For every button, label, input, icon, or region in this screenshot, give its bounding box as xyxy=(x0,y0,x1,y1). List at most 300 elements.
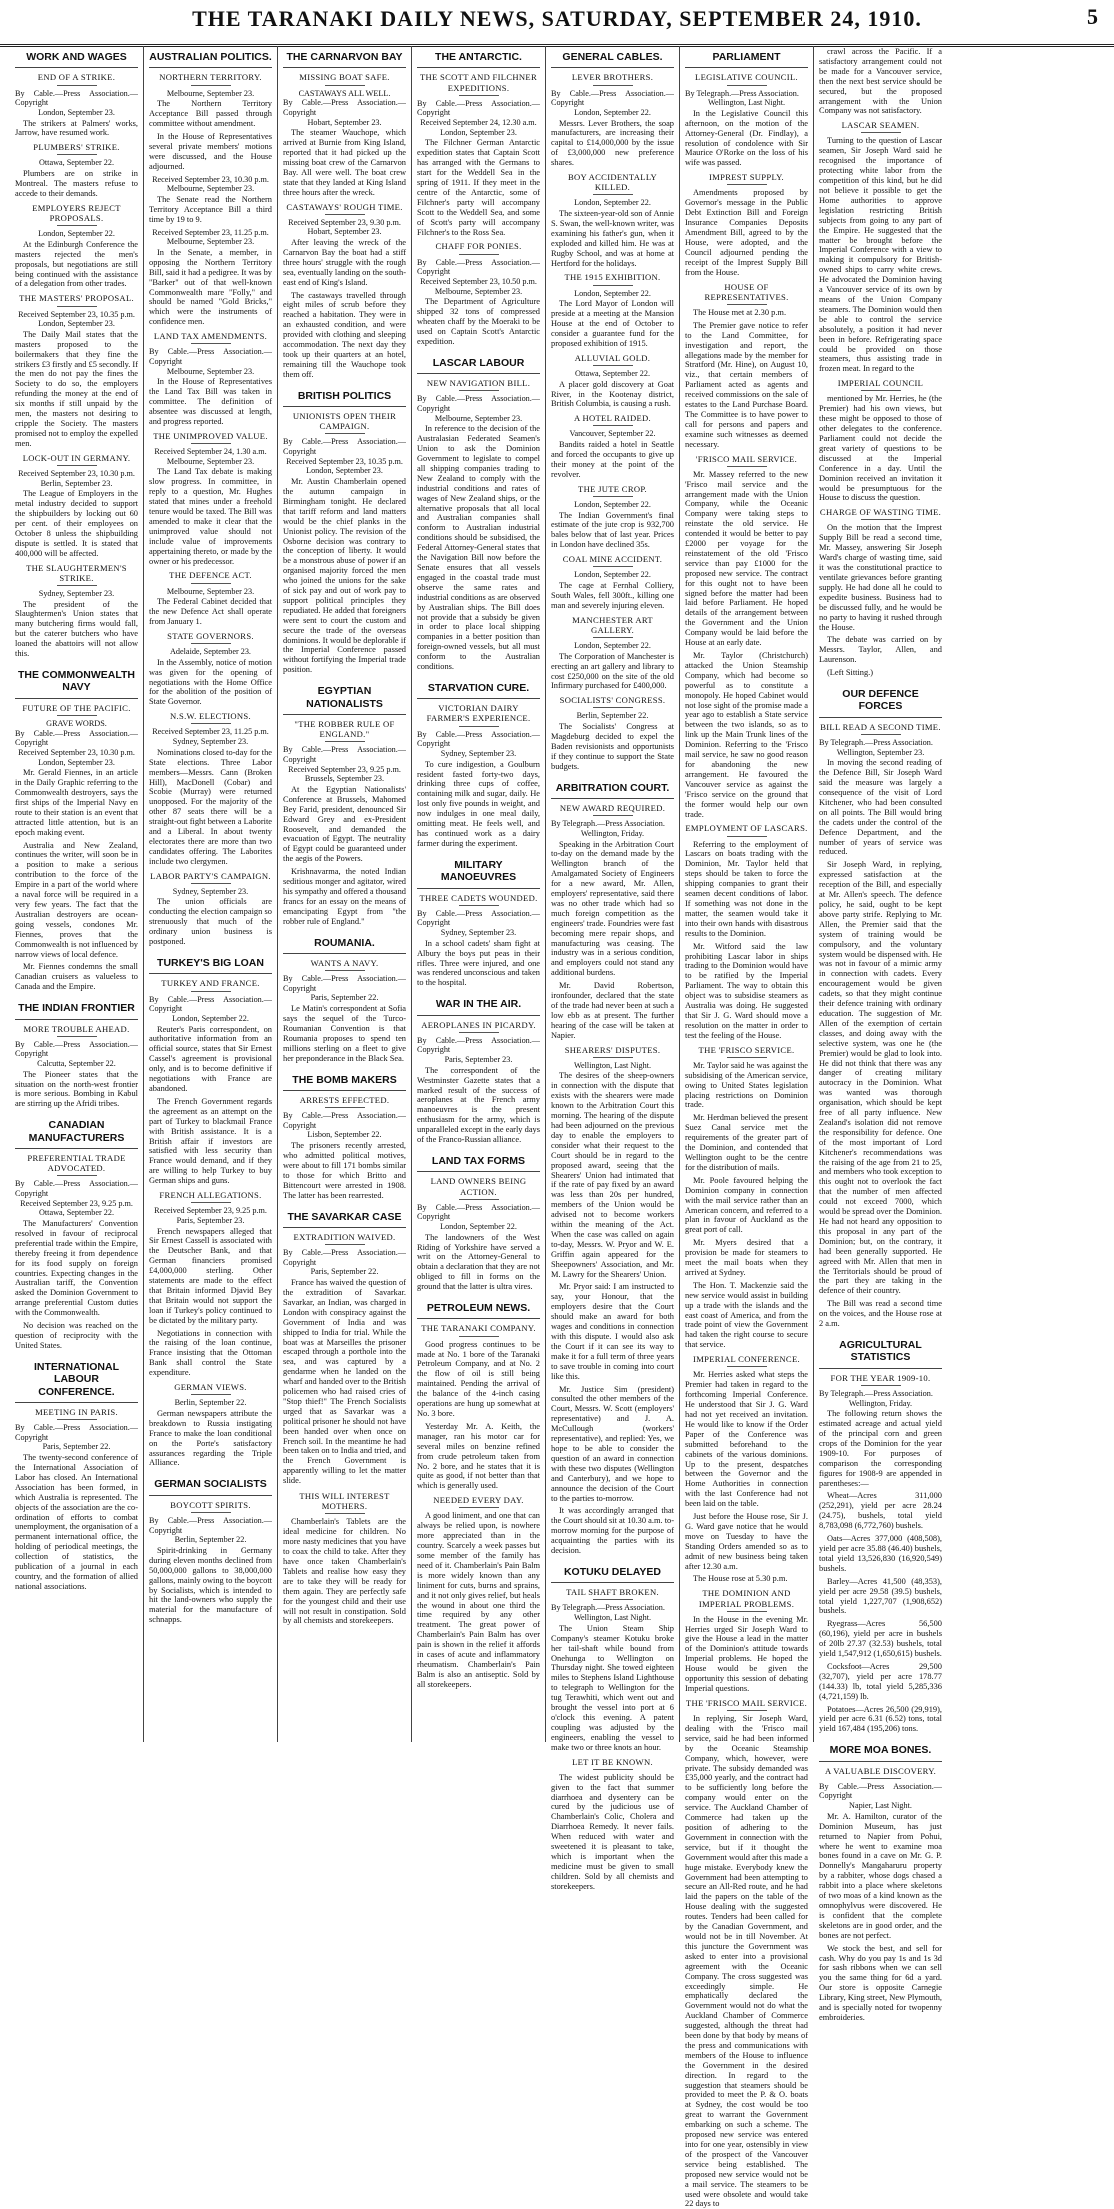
paragraph: Mr. Witford said the law prohibiting Lascar labor in ships trading to the Dominion would have to be ratified by the Imperial Parliament. The way to obtain this object was to subsidise steamers as Australia was doing. He suggested that Sir J. G. Ward should move a resolution on the matter in order to test the feeling of the House. xyxy=(685,941,808,1040)
paragraph: The Bill was read a second time on the voices, and the House rose at 2 a.m. xyxy=(819,1299,942,1329)
dateline: Paris, September 22. xyxy=(310,993,379,1003)
column xyxy=(278,46,412,1742)
dateline: Vancouver, September 22. xyxy=(569,429,656,439)
paragraph: Mr. Massey referred to the new 'Frisco mail service and the arrangement made with the Union Company, while the Oceanic Company were taking steps to reinstate the old service. He contended it would be better to pay £2000 per voyage for the reinstatement of the old 'Frisco service than pay £1000 for the proposed new service. The contract for this ought not to have been signed before the matter had been laid before Parliament. He hoped details of the arrangement between the Government and the Union Company would be laid before the House at an early date. xyxy=(685,469,808,648)
paragraph: Ryegrass—Acres 56,500 (60,196), yield per acre in bushels of 20lb 27.37 (32.53) bushels, total yield 1,547,912 (1,650,615) bushels. xyxy=(819,1619,942,1659)
dateline: Paris, September 22. xyxy=(310,1267,379,1277)
paragraph: Plumbers are on strike in Montreal. The masters refuse to accede to their demands. xyxy=(15,169,138,198)
paragraph: Mr. Herries asked what steps the Premier had taken in regard to the forthcoming Imperial Conference. He understood that Sir J. G. Ward had not yet received an invitation. He would like to know if the Order Paper of the Conference was submitted beforehand to the cabinets of the various dominions. Up to the present, despatches between the Governor and the Home Authorities in connection with the last Conference had not been laid on the table. xyxy=(685,1370,808,1509)
article xyxy=(819,683,942,1329)
paragraph: The French Government regards the agreement as an attempt on the part of Turkey to blackmail France with British assistance. It is a British affair if investors are satisfied with less security than France would demand, and if they are willing to help Turkey to buy German ships and guns. xyxy=(149,1096,272,1186)
subheading: NEW AWARD REQUIRED. xyxy=(551,803,674,816)
paragraph: The debate was carried on by Messrs. Taylor, Allen, and Laurenson. xyxy=(819,635,942,665)
byline: By Telegraph.—Press Association. xyxy=(819,737,933,747)
article-heading: WAR IN THE AIR. xyxy=(417,993,540,1015)
dateline: Ottawa, September 22. xyxy=(574,368,651,378)
subheading: 'FRISCO MAIL SERVICE. xyxy=(685,454,808,467)
paragraph: In the House of Representatives several private members' motions were discussed, and the House adjourned. xyxy=(149,131,272,171)
dateline: Berlin, September 22. xyxy=(174,1535,247,1545)
paragraph: The Pioneer states that the situation on the north-west frontier is more serious. Bombing in Kabul are stirring up the Afridi tribes. xyxy=(15,1069,138,1109)
byline: By Cable.—Press Association.—Copyright xyxy=(283,1111,406,1130)
subheading: ALLUVIAL GOLD. xyxy=(551,353,674,366)
paragraph: Messrs. Lever Brothers, the soap manufacturers, are increasing their capital to £14,000,000 by the issue of £3,000,000 new preference shares. xyxy=(551,118,674,168)
article-heading: OUR DEFENCE FORCES xyxy=(819,683,942,718)
paragraph: Mr. Herdman believed the present Suez Canal service met the requirements of the greater part of the Dominion, and contended that Wellington ought to be the centre for the distribution of mails. xyxy=(685,1113,808,1172)
article-heading: PARLIAMENT xyxy=(685,46,808,68)
dateline: Berlin, September 22. xyxy=(174,1398,247,1408)
article xyxy=(283,1069,406,1201)
paragraph: Mr. Austin Chamberlain opened the autumn campaign in Birmingham tonight. He declared that tariff reform and land matters would be the chief planks in the Unionist policy. The revision of the Osborne decision was contrary to the conception of liberty. It would be a monstrous abuse of power if an organised majority forced the men who joined the unions for the sake of sick pay and out of work pay to support political principles they repudiated. He added that foreigners were sent to court the custom and secure the trade of the overseas dominions. It would be deplorable if the Imperial Conference passed without fortifying the Imperial trade position. xyxy=(283,477,406,675)
paragraph: The twenty-second conference of the International Association of Labor has closed. An International Association has been formed, in which Australia is represented. The objects of the association are the co-ordination of efforts to combat unemployment, the organisation of a permanent international office, the holding of periodical meetings, the collection of statistics, the publication of a journal in each country, and the formation of allied national associations. xyxy=(15,1453,138,1591)
article-heading: WORK AND WAGES xyxy=(15,46,138,68)
subheading: LAND OWNERS BEING ACTION. xyxy=(417,1176,540,1199)
article-heading: STARVATION CURE. xyxy=(417,677,540,699)
dateline: Wellington, Last Night. xyxy=(573,1060,652,1070)
dateline: Received September 23, 10.35 p.m. London, September 23. xyxy=(18,309,135,329)
paragraph: Mr. Myers desired that a provision be made for steamers to meet the mail boats when they arrived at Sydney. xyxy=(685,1238,808,1277)
byline: By Cable.—Press Association.—Copyright xyxy=(15,1423,138,1442)
subheading: MISSING BOAT SAFE. xyxy=(283,72,406,85)
byline: By Cable.—Press Association.—Copyright xyxy=(417,908,540,928)
article xyxy=(283,932,406,1064)
subheading: VICTORIAN DAIRY FARMER'S EXPERIENCE. xyxy=(417,703,540,726)
dateline: Adelaide, September 23. xyxy=(170,647,251,657)
dateline: GRAVE WORDS. xyxy=(46,718,107,728)
paragraph: The Premier gave notice to refer to the Land Committee, for investigation and report, the allegations made by the member for Stratford (Mr. Hine), on August 10, viz., that certain members of Parliament acted as agents and received commissions on the sale of estates to the Land Purchase Board. The Committee is to have power to call for persons and papers and examine such witnesses as deemed necessary. xyxy=(685,320,808,449)
dateline: Melbourne, September 23. xyxy=(166,88,255,98)
dateline: London, September 22. xyxy=(574,499,651,509)
byline: By Cable.—Press Association.—Copyright xyxy=(283,437,406,457)
byline: By Telegraph.—Press Association. xyxy=(685,88,799,98)
subheading: A HOTEL RAIDED. xyxy=(551,413,674,426)
article-heading: GENERAL CABLES. xyxy=(551,46,674,68)
article xyxy=(15,1356,138,1592)
paragraph: The Socialists' Congress at Magdeburg decided to expel the Baden revisionists and opportunists if they continue to support the State budgets. xyxy=(551,722,674,771)
byline: By Cable.—Press Association.—Copyright xyxy=(417,1035,540,1055)
paragraph: The steamer Wauchope, which arrived at Burnie from King Island, reported that it had picked up the missing boat crew of the Carnarvon Bay. All were well. The boat crew state that they landed at King Island three hours after the wreck. xyxy=(283,128,406,197)
dateline: Napier, Last Night. xyxy=(849,1801,912,1811)
paragraph: Barley—Acres 41,500 (48,353), yield per acre 29.58 (39.5) bushels, total yield 1,227,707 (1,908,652) bushels. xyxy=(819,1576,942,1616)
paragraph: The castaways travelled through eight miles of scrub before they reached a habitation. They were in an exhausted condition, and were provided with clothing and sleeping accommodation. The next day they took up their quarters at an hotel, remaining till the Wauchope took them off. xyxy=(283,290,406,379)
paragraph: Le Matin's correspondent at Sofia says the sequel of the Turco-Roumanian Convention is that Roumania proposes to spend ten millions sterling on a fleet to give her preponderance in the Black Sea. xyxy=(283,1004,406,1063)
paragraph: The prisoners recently arrested, who admitted political motives, were about to fill 171 bombs similar to those for which Britto and Bittencourt were arrested in 1908. The latter has been rearrested. xyxy=(283,1141,406,1200)
subheading: PREFERENTIAL TRADE ADVOCATED. xyxy=(15,1153,138,1176)
paragraph: Mr. Taylor said he was against the subsidising of the American service, owing to United States legislation placing restrictions on Dominion trade. xyxy=(685,1060,808,1110)
paragraph: Sir Joseph Ward, in replying, expressed satisfaction at the reception of the Bill, and especially at Mr. Allen's speech. The defence policy, he said, ought to be kept above party strife. Replying to Mr. Allen, the Premier said that the system of training would be compulsory, and the voluntary system would be dispensed with. He was not in favour of a mimic army in connection with cadets. Every encouragement would be given cadets, so that they might continue their defence training with ordinary education. The suggestion of Mr. Allen of the exemption of certain classes, and doing away with the selective system, was one he (the Premier) would be glad to look into. He did not think that there was any danger of creating military autocracy in the Dominion. What was wanted was thorough organisation, which should be kept free of all party influence. New Zealand's isolation did not remove the responsibility for defence. One of the most important of Lord Kitchener's recommendations was the raising of the age from 21 to 25, and members who took exception to this ought not to overlook the fact that the number of men affected could not exceed 7000, which would be spread over the Dominion. He had not heard any opposition to this proposal in any part of the Dominion; but, on the contrary, it had been generally supported. He agreed with Mr. Allen that men in the Territorials should be proud of the part they are taking in the defence of their country. xyxy=(819,860,942,1296)
dateline: Received September 23, 10.30 p.m. London, September 23. xyxy=(18,747,135,767)
subheading: UNIONISTS OPEN THEIR CAMPAIGN. xyxy=(283,411,406,434)
paragraph: Spirit-drinking in Germany during eleven months declined from 50,000,000 gallons to 38,000,000 gallons, mainly owing to the boycott by Socialists, which is intended to hit the land-owners who supply the material for the manufacture of schnapps. xyxy=(149,1545,272,1625)
paragraph: The Filchner German Antarctic expedition states that Captain Scott has arranged with the Germans to start for the Weddell Sea in the spring of 1911. If they meet in the centre of the Antarctic, some of Filchner's party will accompany Scott to the Weddell Sea, and some of Scott's party will accompany Filchner's to the Ross Sea. xyxy=(417,138,540,237)
byline: By Telegraph.—Press Association. xyxy=(551,1603,665,1613)
paragraph: The correspondent of the Westminster Gazette states that a marked result of the success of aeroplanes at the French army manoeuvres is the present enthusiasm for the army, which is unparalleled except in the early days of the Franco-Russian alliance. xyxy=(417,1065,540,1145)
subheading: COAL MINE ACCIDENT. xyxy=(551,554,674,567)
paragraph: The cage at Fernhal Colliery, South Wales, fell 300ft., killing one man and severely injuring eleven. xyxy=(551,581,674,610)
paragraph: Mr. Pryor said: I am instructed to say, your Honour, that the employers desire that the Court should make an award for both wages and conditions in connection with this dispute. I would also ask the Court if it can see its way to make it for a full term of three years to save trouble in coming into court like this. xyxy=(551,1282,674,1381)
subheading: FRENCH ALLEGATIONS. xyxy=(149,1190,272,1203)
subheading: THE 'FRISCO SERVICE. xyxy=(685,1045,808,1058)
article xyxy=(417,677,540,849)
paragraph: The Federal Cabinet decided that the new Defence Act shall operate from January 1. xyxy=(149,597,272,627)
paragraph: We stock the best, and sell for cash. Why do you pay 1s and 1s 3d for sash ribbons when we can sell you the same thing for 6d a yard. Our store is opposite Carnegie Library, King street, New Plymouth, and is specially noted for twopenny embroideries. xyxy=(819,1943,942,2022)
column xyxy=(680,46,814,2209)
article xyxy=(283,46,406,380)
dateline: Received September 24, 1.30 a.m. Melbourne, September 23. xyxy=(154,447,267,466)
dateline: Sydney, September 23. xyxy=(172,886,249,896)
subheading: FOR THE YEAR 1909-10. xyxy=(819,1373,942,1386)
article-heading: MORE MOA BONES. xyxy=(819,1739,942,1761)
subheading: A VALUABLE DISCOVERY. xyxy=(819,1766,942,1779)
dateline: Received September 23, 10.30 p.m. Berlin, September 23. xyxy=(18,468,135,488)
paragraph: The widest publicity should be given to the fact that summer diarrhoea and dysentery can be cured by the judicious use of Chamberlain's Colic, Cholera and Diarrhoea Remedy. It never fails. When reduced with water and sweetened it is pleasant to take, which is important when the medicine must be given to small children. Sold by all chemists and storekeepers. xyxy=(551,1772,674,1891)
paragraph: In the Assembly, notice of motion was given for the opening of negotiations with the Home Office for the abolition of the position of State Governor. xyxy=(149,657,272,707)
paragraph: A good liniment, and one that can always be relied upon, is nowhere more appreciated than in the country. Scarcely a week passes but some member of the family has need of it. Chamberlain's Pain Balm is more widely known than any liniment for cuts, burns and sprains, and it not only gives relief, but heals the wound in about one third the time required by any other treatment. The great power of Chamberlain's Pain Balm has over pain is shown in the relief it affords in cases of acute and inflammatory rheumatism. Chamberlain's Pain Balm is also an antiseptic. Sold by all storekeepers. xyxy=(417,1511,540,1689)
dateline: London, September 22. xyxy=(574,288,651,298)
page-number: 5 xyxy=(1087,4,1098,29)
dateline: London, September 22. xyxy=(574,641,651,651)
article xyxy=(551,46,674,772)
subheading: THE MASTERS' PROPOSAL. xyxy=(15,293,138,306)
paragraph: The desires of the sheep-owners in connection with the dispute that exists with the shearers were made known to the Arbitration Court this morning. The hearing of the dispute had been adjourned on the previous day to enable the employers to consider what their request to the Court should be in regard to the proposed award, seeing that the Shearers' Union had intimated that if the rate of pay fixed by an award was less than 20s per hundred, members of the Union would be advised not to become workers within the meaning of the Act. When the case was called on again to-day, Messrs. W. Pryor and W. E. Griffin again appeared for the Sheepowners' Association, and Mr. M. Lawry for the Shearers' Union. xyxy=(551,1071,674,1279)
paragraph: In replying, Sir Joseph Ward, dealing with the 'Frisco mail service, said he had been informed by the Oceanic Steamship Company, which, however, were private. The subsidy demanded was £35,000 yearly, and the contract had to be sufficiently long before the company would enter on the service. The Auckland Chamber of Commerce had taken up the position of adhering to the Government in connection with the service, but if it thought the Government would after this made a huge mistake. Everybody knew the Government had been attempting to secure an All-Red route, and he had laid the papers on the table of the House dealing with the suggested routes. Tenders had been called for by the Canadian Government, and would not be in till November. At this juncture the Government was asked to enter into a provisional agreement with the Oceanic Company. The cross suggested was exceedingly simple. He emphatically declared the Government would not do what the Auckland Chamber of Commerce suggested, although the threat had been done by that body by means of the press and communications with members of the House to influence the Government in the desired direction. In regard to the suggestion that steamers should be provided to meet the P. & O. boats at Sydney, the cost would be too great to warrant the Government embarking on such a scheme. The proposed new service was entered into for one year, ostensibly in view of the prospect of the Vancouver service being established. The proposed new service would not be a mail service. The steamers to be used were obsolete and would take 22 days to xyxy=(685,1714,808,2209)
subheading: HOUSE OF REPRESENTATIVES. xyxy=(685,282,808,305)
byline: By Cable.—Press Association.—Copyright xyxy=(15,88,138,108)
subheading: THE UNIMPROVED VALUE. xyxy=(149,431,272,444)
dateline: Received September 23, 9.25 p.m. Paris, September 23. xyxy=(154,1206,267,1225)
paragraph: The president of the Slaughtermen's Union states that many butchering firms would fall, but the caterer butchers who have loaned the abattoirs will not allow this. xyxy=(15,599,138,659)
paragraph: Mr. A. Hamilton, curator of the Dominion Museum, has just returned to Napier from Pohui, where he went to examine moa bones found in a cave on Mr. G. P. Donnelly's Mangaharuru property by a rabbiter, whose dogs chased a rabbit into a place where skeletons of two moas of a kind known as the omnophylvus were discovered. He is confident that the complete skeletons are in good order, and the bones are not perfect. xyxy=(819,1811,942,1940)
byline: By Cable.—Press Association.—Copyright xyxy=(283,745,406,764)
subheading: EMPLOYMENT OF LASCARS. xyxy=(685,823,808,836)
subheading: LOCK-OUT IN GERMANY. xyxy=(15,453,138,466)
paragraph: Nominations closed to-day for the State elections. Three Labor members—Messrs. Cann (Broken Hill), MacDonell (Cobar) and Scobie (Murray) were returned unopposed. For the majority of the other 87 seats there will be a straight-out fight between a Laborite and a Liberal. In about twenty electorates there are more than two candidates offering. The Laborites include two clergymen. xyxy=(149,747,272,866)
paragraph: Bandits raided a hotel in Seattle and forced the occupants to give up their money at the point of the revolver. xyxy=(551,440,674,479)
paragraph: Wheat—Acres 311,000 (252,291), yield per acre 28.24 (24.75), bushels, total yield 8,783,098 (6,772,760) bushels. xyxy=(819,1491,942,1531)
paragraph: In a school cadets' sham fight at Albury the boys put peas in their rifles. Three were injured, and one was rendered unconscious and taken to the hospital. xyxy=(417,938,540,988)
subheading: THE TARANAKI COMPANY. xyxy=(417,1323,540,1336)
byline: By Telegraph.—Press Association. xyxy=(819,1388,933,1398)
subheading: N.S.W. ELECTIONS. xyxy=(149,711,272,724)
dateline: Wellington, Friday. xyxy=(848,1398,913,1408)
article-heading: INTERNATIONAL LABOUR CONFERENCE. xyxy=(15,1356,138,1403)
dateline: London, September 22. xyxy=(172,1013,249,1023)
paragraph: The Corporation of Manchester is erecting an art gallery and library to cost £250,000 on the site of the old Infirmary purchased for £400,000. xyxy=(551,651,674,691)
article-heading: BRITISH POLITICS xyxy=(283,385,406,407)
paragraph: The Daily Mail states that the masters proposed to the boilermakers that they fine the strikers £3 firstly and £5 secondly. If the men do not pay the fines the Society to do so, the employers refunding the money at the end of six months if still unpaid by the men, the masters not desiring to cripple the Society. The masters promised not to employ the expelled men. xyxy=(15,329,138,448)
article xyxy=(149,1473,272,1625)
paragraph: It was accordingly arranged that the Court should sit at 10.30 a.m. to-morrow morning for the purpose of acquainting the parties with its decision. xyxy=(551,1506,674,1556)
dateline: Received September 23, 10.50 p.m. Melbourne, September 23. xyxy=(420,276,537,296)
byline: By Cable.—Press Association.—Copyright xyxy=(417,394,540,413)
paragraph: Reuter's Paris correspondent, on authoritative information from an official source, states that Sir Ernest Cassel's agreement is provisional only, and is to become definitive if negotiations with France are abandoned. xyxy=(149,1024,272,1093)
paragraph: crawl across the Pacific. If a satisfactory arrangement could not be made for a Vancouver service, then the next best service should be secured, but the proposed arrangement with the Union Company was not satisfactory. xyxy=(819,47,942,116)
dateline: Sydney, September 23. xyxy=(38,588,115,598)
paragraph: Potatoes—Acres 26,500 (29,919), yield per acre 6.31 (6.52) tons, total yield 167,484 (195,206) tons. xyxy=(819,1704,942,1734)
subheading: THE SLAUGHTERMEN'S STRIKE. xyxy=(15,563,138,586)
subheading: MORE TROUBLE AHEAD. xyxy=(15,1024,138,1037)
dateline: London, September 22. xyxy=(38,229,115,239)
paragraph: Just before the House rose, Sir J. G. Ward gave notice that he would move on Tuesday to have the Standing Orders amended so as to admit of new business being taken after 12.30 a.m. xyxy=(685,1512,808,1571)
column xyxy=(546,46,680,1891)
paragraph: At the Egyptian Nationalists' Conference at Brussels, Mahomed Bey Farid, president, denounced Sir Edward Grey and ex-President Roosevelt, and demanded the evacuation of Egypt. The neutrality of Egypt could be guaranteed under the aegis of the Powers. xyxy=(283,784,406,864)
subheading: STATE GOVERNORS. xyxy=(149,631,272,644)
article xyxy=(283,680,406,926)
dateline: Ottawa, September 22. xyxy=(38,158,115,168)
paragraph: The House rose at 5.30 p.m. xyxy=(693,1574,788,1584)
subheading: NEW NAVIGATION BILL. xyxy=(417,378,540,391)
dateline: Received September 24, 12.30 a.m. London, September 23. xyxy=(420,118,537,137)
article xyxy=(15,997,138,1109)
dateline: London, September 22. xyxy=(574,107,651,117)
paragraph: The Land Tax debate is making slow progress. In committee, in reply to a question, Mr. Hughes stated that mines under a freehold tenure would be taxed. The Bill was amended to make it clear that the unimproved value should not include value of improvements appertaining thereto, or made by the owner or his predecessor. xyxy=(149,467,272,566)
byline: By Cable.—Press Association.—Copyright xyxy=(417,1202,540,1222)
paragraph: Mr. Fiennes condemns the small Canadian cruisers as valueless to Canada and the Empire. xyxy=(15,962,138,992)
subheading: WANTS A NAVY. xyxy=(283,958,406,971)
dateline: Melbourne, September 23. xyxy=(166,586,255,596)
dateline: Sydney, September 23. xyxy=(440,748,517,758)
subheading: LEVER BROTHERS. xyxy=(551,72,674,85)
subheading: BILL READ A SECOND TIME. xyxy=(819,722,942,735)
subheading: "THE ROBBER RULE OF ENGLAND." xyxy=(283,719,406,742)
subheading: IMPERIAL CONFERENCE. xyxy=(685,1354,808,1367)
article xyxy=(417,46,540,347)
byline: By Cable.—Press Association.—Copyright xyxy=(551,88,674,108)
dateline: Berlin, September 22. xyxy=(576,711,649,721)
paragraph: After leaving the wreck of the Carnarvon Bay the boat had a stiff three hours' struggle with the rough sea, eventually landing on the south-east end of King's Island. xyxy=(283,238,406,287)
paragraph: Amendments proposed by Governor's message in the Public Debt Extinction Bill and Foreign Insurance Companies Deposits Amendment Bill, agreed to by the House, were adopted, and the Council adjourned pending the receipt of the Imprest Supply Bill from the House. xyxy=(685,188,808,277)
paragraph: In moving the second reading of the Defence Bill, Sir Joseph Ward said the measure was largely a consequence of the visit of Lord Kitchener, who had been consulted on all points. The Bill would bring the cadets under the control of the Defence Department, and the number of years of service was reduced. xyxy=(819,758,942,857)
column xyxy=(10,46,144,1742)
paragraph: The strikers at Palmers' works, Jarrow, have resumed work. xyxy=(15,118,138,138)
subheading: GERMAN VIEWS. xyxy=(149,1382,272,1395)
subheading: SOCIALISTS' CONGRESS. xyxy=(551,695,674,708)
article xyxy=(551,777,674,1556)
subheading: NORTHERN TERRITORY. xyxy=(149,72,272,85)
byline: By Cable.—Press Association.—Copyright xyxy=(283,98,406,117)
article-heading: THE BOMB MAKERS xyxy=(283,1069,406,1091)
article xyxy=(417,1150,540,1292)
subheading: NEEDED EVERY DAY. xyxy=(417,1495,540,1508)
subheading: CHARGE OF WASTING TIME. xyxy=(819,507,942,520)
dateline: Wellington, Friday. xyxy=(580,828,645,838)
paragraph: In the House of Representatives the Land Tax Bill was taken in committee. The definition of absentee was discussed at length, and progress reported. xyxy=(149,377,272,426)
paragraph: A placer gold discovery at Goat River, in the Kootenay district, British Columbia, is causing a rush. xyxy=(551,379,674,409)
dateline: Received September 23, 11.25 p.m. Sydney, September 23. xyxy=(152,727,269,747)
subheading: EXTRADITION WAIVED. xyxy=(283,1232,406,1245)
dateline: Received September 23, 10.30 p.m. Melbourne, September 23. xyxy=(152,174,269,194)
article xyxy=(15,664,138,992)
dateline: Wellington, Last Night. xyxy=(573,1613,652,1623)
paragraph: Australia and New Zealand, continues the writer, will soon be in a position to make a serious contribution to the force of the Empire in a part of the world where a naval force will be required in a very few years. The fact that the Australian destroyers are ocean-going vessels, condones Mr. Fiennes, proves that the Commonwealth is not influenced by narrow views of local defence. xyxy=(15,840,138,959)
article-heading: THE CARNARVON BAY xyxy=(283,46,406,68)
dateline: Received September 23, 11.25 p.m. Melbourne, September 23. xyxy=(152,227,269,247)
byline: By Cable.—Press Association.—Copyright xyxy=(15,1039,138,1059)
subheading: CHAFF FOR PONIES. xyxy=(417,241,540,254)
article xyxy=(15,46,138,659)
subheading: AEROPLANES IN PICARDY. xyxy=(417,1020,540,1033)
paragraph: Mr. Gerald Fiennes, in an article in the Daily Graphic referring to the Commonwealth destroyers, says the first ships of the Imperial Navy en route to their station is an event that attracted little attention, but is an epoch making event. xyxy=(15,768,138,837)
byline: By Cable.—Press Association.—Copyright xyxy=(417,257,540,277)
subheading: TAIL SHAFT BROKEN. xyxy=(551,1587,674,1600)
paragraph: Oats—Acres 377,000 (408,508), yield per acre 35.88 (46.40) bushels, total yield 13,526,830 (16,920,549) bushels. xyxy=(819,1534,942,1573)
paragraph: Referring to the employment of Lascars on boats trading with the Dominion, Mr. Taylor held that steps should be taken to force the shipping companies to grant their seamen decent conditions of labor. If something was not done in the matter, the seamen would take it into their own hands with disastrous results to the Dominion. xyxy=(685,839,808,938)
article xyxy=(417,352,540,672)
subheading: THREE CADETS WOUNDED. xyxy=(417,893,540,906)
dateline: London, September 22. xyxy=(440,1222,517,1231)
subheading: MEETING IN PARIS. xyxy=(15,1407,138,1420)
subheading: END OF A STRIKE. xyxy=(15,72,138,85)
article xyxy=(283,1491,406,1626)
article-heading: MILITARY MANOEUVRES xyxy=(417,854,540,889)
dateline: Sydney, September 23. xyxy=(440,928,517,938)
subheading: THE DOMINION AND IMPERIAL PROBLEMS. xyxy=(685,1588,808,1611)
paragraph: The Department of Agriculture shipped 32 tons of compressed wheaten chaff by the Moeraki to be used on Captain Scott's Antarctic expedition. xyxy=(417,297,540,346)
subheading: SHEARERS' DISPUTES. xyxy=(551,1045,674,1058)
dateline: Received September 23, 9.25 p.m. Ottawa, September 22. xyxy=(20,1198,133,1218)
article-heading: AGRICULTURAL STATISTICS xyxy=(819,1334,942,1369)
newspaper-title: THE TARANAKI DAILY NEWS, SATURDAY, SEPTEMBER 24, 1910. xyxy=(192,6,922,31)
paragraph: Yesterday Mr. A. Keith, the manager, ran his motor car for several miles on benzine refined from crude petroleum taken from No. 2 bore, and he states that it is quite as good, if not better than that which is generally used. xyxy=(417,1421,540,1491)
subheading: BOYCOTT SPIRITS. xyxy=(149,1500,272,1513)
paragraph: The Indian Government's final estimate of the jute crop is 932,700 bales below that of last year. Prices in London have declined 35s. xyxy=(551,510,674,550)
article xyxy=(819,1739,942,2023)
byline: By Telegraph.—Press Association. xyxy=(551,819,665,829)
subheading: THE SCOTT AND FILCHNER EXPEDITIONS. xyxy=(417,72,540,95)
article xyxy=(417,1297,540,1690)
paragraph: The Hon. T. Mackenzie said the new service would assist in building up a trade with the islands and the east coast of America, and from the trade point of view the Government had taken the right course to secure that service. xyxy=(685,1280,808,1350)
dateline: Wellington, September 23. xyxy=(836,747,925,757)
paragraph: Cocksfoot—Acres 29,500 (32,707), yield per acre 178.77 (144.33) lb, total yield 5,285,336 (4,721,159) lb. xyxy=(819,1661,942,1701)
article-heading: PETROLEUM NEWS. xyxy=(417,1297,540,1319)
byline: By Cable.—Press Association.—Copyright xyxy=(819,1781,942,1801)
paragraph: In the House in the evening Mr. Herries urged Sir Joseph Ward to give the House a lead in the matter of the Dominion's attitude towards Imperial problems. He hoped the House would be given the opportunity this session of debating Imperial questions. xyxy=(685,1614,808,1693)
paragraph: Mr. David Robertson, ironfounder, declared that the state of the trade had never been at such a low ebb as at present. The further hearing of the case will be taken at Napier. xyxy=(551,981,674,1040)
dateline: Paris, September 22. xyxy=(42,1442,111,1452)
article-heading: KOTUKU DELAYED xyxy=(551,1561,674,1583)
paragraph: In the Legislative Council this afternoon, on the motion of the Attorney-General (Dr. Findlay), a resolution of condolence with Sir Maurice O'Rorke on the loss of his wife was passed. xyxy=(685,108,808,168)
subheading: BOY ACCIDENTALLY KILLED. xyxy=(551,172,674,195)
article xyxy=(819,1334,942,1734)
article-heading: LASCAR LABOUR xyxy=(417,352,540,374)
paragraph: Krishnavarma, the noted Indian seditious monger and agitator, wired his sympathy and offered a thousand francs for an essay on the means of emancipating Egypt from "the robber rule of England." xyxy=(283,867,406,926)
article xyxy=(417,854,540,988)
article-heading: THE SAVARKAR CASE xyxy=(283,1206,406,1228)
paragraph: To cure indigestion, a Goulburn resident fasted forty-two days, drinking three cups of coffee, containing milk and sugar, daily. He lost only five pounds in weight, and now indulges in one meal daily, omitting meat. He feels well, and has continued work as a dairy farmer during the experiment. xyxy=(417,759,540,848)
byline: By Cable.—Press Association.—Copyright xyxy=(283,974,406,993)
article-heading: THE COMMONWEALTH NAVY xyxy=(15,664,138,699)
paragraph: The sixteen-year-old son of Annie S. Swan, the well-known writer, was examining his father's gun, when it exploded and killed him. He was at Rugby School, and was at home at Hertford for the holidays. xyxy=(551,209,674,268)
article xyxy=(283,1206,406,1487)
byline: By Cable.—Press Association.—Copyright xyxy=(283,1248,406,1267)
dateline: Wellington, Last Night. xyxy=(707,98,786,108)
paragraph: French newspapers alleged that Sir Ernest Cassell is associated with the Deutscher Bank, and that German financiers promised £4,000,000 sterling. Other statements are made to the effect that Britain informed Djavid Bey that Britain would not support the loan if Turkey's policy continued to be dictated by the military party. xyxy=(149,1226,272,1325)
article xyxy=(283,385,406,675)
subheading: MANCHESTER ART GALLERY. xyxy=(551,615,674,638)
dateline: Received September 23, 9.25 p.m. Brussels, September 23. xyxy=(288,764,401,784)
column xyxy=(814,46,947,2022)
paragraph: France has waived the question of the extradition of Savarkar. Savarkar, an Indian, was charged in London with conspiracy against the Government of India and was shipped to India for trial. While the boat was at Marseilles the prisoner escaped through a porthole into the sea, and was captured by a gendarme when he landed on the wharf and handed over to the British policemen who had raised cries of "Stop thief!" The French Socialists urged that as Savarkar was a political prisoner he should not have been handed over when once on French soil. In the meantime he had been taken on to India and tried, and the French Government is apparently willing to let the matter slide. xyxy=(283,1278,406,1486)
article-heading: AUSTRALIAN POLITICS. xyxy=(149,46,272,68)
subheading: CASTAWAYS' ROUGH TIME. xyxy=(283,202,406,215)
dateline: Paris, September 23. xyxy=(444,1055,513,1065)
paragraph: On the motion that the Imprest Supply Bill be read a second time, Mr. Massey, answering Sir Joseph Ward's charge of wasting time, said it was the constitutional practice to ventilate grievances before granting supply. He had done all he could to expedite business. Business had to be discussed fully, and he would be no party to having it rushed through the House. xyxy=(819,523,942,632)
article xyxy=(819,47,942,678)
subheading: FUTURE OF THE PACIFIC. xyxy=(15,703,138,716)
byline: By Cable.—Press Association.—Copyright xyxy=(149,994,272,1014)
subheading: LEGISLATIVE COUNCIL. xyxy=(685,72,808,85)
subheading: THE JUTE CROP. xyxy=(551,484,674,497)
article xyxy=(149,952,272,1468)
dateline: Lisbon, September 22. xyxy=(307,1130,382,1140)
article xyxy=(15,1114,138,1351)
newspaper-columns xyxy=(10,46,1104,2209)
paragraph: Good progress continues to be made at No. 1 bore of the Taranaki Petroleum Company, and at No. 2 the flow of oil is still being maintained. Pending the arrival of the balance of the 4-inch casing operations are hung up somewhat at No. 3 bore. xyxy=(417,1339,540,1418)
subheading: IMPERIAL COUNCIL xyxy=(819,378,942,391)
column xyxy=(144,46,278,1742)
paragraph: In reference to the decision of the Australasian Federated Seamen's Union to ask the Dominion Government to legislate to compel all shipping companies trading to New Zealand to comply with the industrial conditions and rates of wages of New Zealand ships, or the alternative proposals that all local and Australian companies shall conform to Australian industrial conditions should be subsidised, the Federal Attorney-General states that the Navigation Bill now before the Senate ensures that all vessels engaged in the coastal trade must observe the same rates and industrial conditions as are observed by Australian ships. The Bill does not provide that a subsidy be given in order to place local shipping companies in a better position than foreign-owned vessels, but all must conform to the Australian conditions. xyxy=(417,424,540,672)
paragraph: The Manufacturers' Convention resolved in favour of reciprocal preferential trade within the Empire, thereby freeing it from dependence for its food supply on foreign countries. Expecting changes in the Australian tariff, the Convention asked the Dominion Government to arrange preferential Custom duties with the Commonwealth. xyxy=(15,1219,138,1318)
paragraph: The union officials are conducting the election campaign so strenuously that much of the ordinary union business is postponed. xyxy=(149,897,272,947)
subheading: TURKEY AND FRANCE. xyxy=(149,978,272,991)
subheading: THIS WILL INTEREST MOTHERS. xyxy=(283,1491,406,1514)
paragraph: The following return shows the estimated acreage and actual yield of the principal corn and green crops of the Dominion for the year 1909-10. For purposes of comparison the corresponding figures for 1908-9 are appended in parentheses:— xyxy=(819,1409,942,1488)
paragraph: The House met at 2.30 p.m. xyxy=(693,307,787,317)
paragraph: The League of Employers in the metal industry decided to support the shipbuilders by locking out 60 per cent. of their employees on October 8 unless the shipbuilding dispute is settled. It is stated that 400,000 will be affected. xyxy=(15,489,138,558)
byline: By Cable.—Press Association.—Copyright xyxy=(417,98,540,118)
byline: By Cable.—Press Association.—Copyright xyxy=(417,729,540,749)
dateline: Hobart, September 23. xyxy=(307,117,382,127)
dateline: Received September 23, 10.35 p.m. London, September 23. xyxy=(286,456,403,476)
article-heading: CANADIAN MANUFACTURERS xyxy=(15,1114,138,1149)
article xyxy=(551,1561,674,1892)
paragraph: Mr. Taylor (Christchurch) attacked the Union Steamship Company, which had become so powerful as to constitute a monopoly. He hoped Cabinet would not lose sight of the promise made a year ago to establish a State service between the two islands, so as to link up the Main Trunk lines of the Dominion. Referring to the 'Frisco mail service, he saw no good reason for abandoning the new arrangement. He favoured the Vancouver service as against the 'Frisco service on the ground that the former would help our own trade. xyxy=(685,651,808,819)
subheading: IMPREST SUPPLY. xyxy=(685,172,808,185)
byline: By Cable.—Press Association.—Copyright xyxy=(149,1515,272,1535)
article-heading: LAND TAX FORMS xyxy=(417,1150,540,1172)
paragraph: The landowners of the West Riding of Yorkshire have served a writ on the Attorney-General to obtain a declaration that they are not obliged to fill in forms on the ground that the latter is ultra vires. xyxy=(417,1232,540,1292)
dateline: Melbourne, September 23. xyxy=(434,413,523,423)
subheading: THE 1915 EXHIBITION. xyxy=(551,272,674,285)
dateline: London, September 22. xyxy=(574,198,651,208)
article xyxy=(417,993,540,1145)
paragraph: German newspapers attribute the breakdown to Russia instigating France to make the loan conditional on the Porte's satisfactory assurances regarding the Triple Alliance. xyxy=(149,1408,272,1468)
article-heading: ARBITRATION COURT. xyxy=(551,777,674,799)
article-heading: THE ANTARCTIC. xyxy=(417,46,540,68)
subheading: ARRESTS EFFECTED. xyxy=(283,1095,406,1108)
paragraph: Negotiations in connection with the raising of the loan continue, France insisting that the Ottoman Bank shall control the State expenditure. xyxy=(149,1328,272,1378)
dateline: Calcutta, September 22. xyxy=(37,1058,116,1068)
dateline: Received September 23, 9.30 p.m. Hobart, September 23. xyxy=(288,217,401,237)
paragraph: Mr. Justice Sim (president) consulted the other members of the Court, Messrs. W. Scott (employers' representative) and J. A. McCullough (workers' representative), and replied: Yes, we hope to be able to consider the question of an award in connection with these two disputes (Wellington and Canterbury), and we hope to announce the decision of the Court to the parties to-morrow. xyxy=(551,1384,674,1503)
article-heading: TURKEY'S BIG LOAN xyxy=(149,952,272,974)
article xyxy=(149,46,272,947)
byline: By Cable.—Press Association.—Copyright xyxy=(15,1179,138,1198)
paragraph: The Senate read the Northern Territory Acceptance Bill a third time by 19 to 9. xyxy=(149,194,272,224)
subheading: LABOR PARTY'S CAMPAIGN. xyxy=(149,871,272,884)
dateline: CASTAWAYS ALL WELL. xyxy=(298,88,391,98)
subheading: LAND TAX AMENDMENTS. xyxy=(149,331,272,344)
paragraph: (Left Sitting.) xyxy=(827,668,874,678)
masthead xyxy=(0,0,1114,47)
paragraph: Speaking in the Arbitration Court to-day on the demand made by the Wellington branch of the Amalgamated Society of Engineers for a new award, Mr. Allen, employers' representative, said there was no other trade which had so much foreign competition as the engineers' trade. Foundries were fast becoming mere repair shops, and manufacturing was ceasing. The industry was in a serious condition, and employers could not stand any additional burdens. xyxy=(551,839,674,978)
subheading: LET IT BE KNOWN. xyxy=(551,1757,674,1770)
paragraph: mentioned by Mr. Herries, he (the Premier) had his own views, but these might be opposed to those of other delegates to the conference. Parliament could not decide the great variety of questions to be discussed at the Imperial Conference in a day. Until the Dominion received an invitation it would be presumptuous for the House to discuss the question. xyxy=(819,394,942,503)
paragraph: Mr. Poole favoured helping the Dominion company in connection with the mail service rather than an American concern, and referred to a plan in favour of Auckland as the great port of call. xyxy=(685,1175,808,1235)
paragraph: The Lord Mayor of London will preside at a meeting at the Mansion House at the end of October to consider a guarantee fund for the proposed exhibition of 1915. xyxy=(551,299,674,348)
byline: By Cable.—Press Association.—Copyright xyxy=(149,347,272,366)
article-heading: EGYPTIAN NATIONALISTS xyxy=(283,680,406,715)
article-heading: ROUMANIA. xyxy=(283,932,406,954)
